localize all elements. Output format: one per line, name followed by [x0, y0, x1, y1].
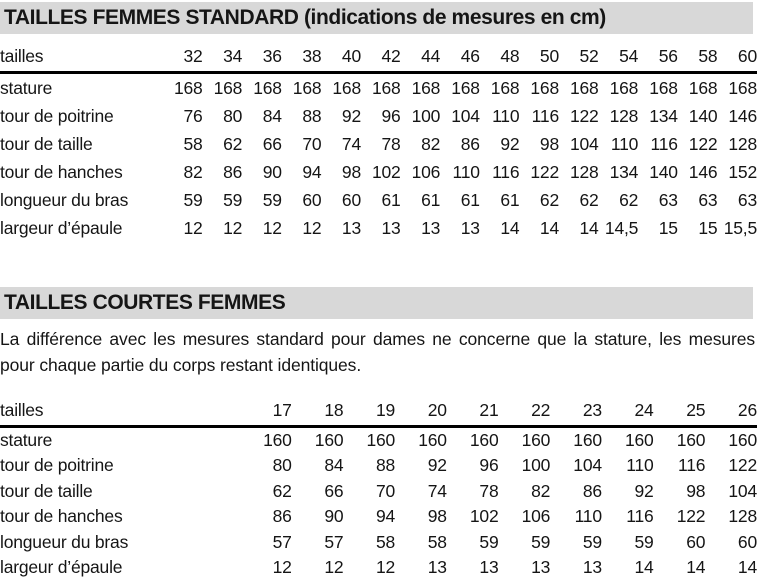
measure-cell: 14	[579, 218, 599, 238]
measure-cell: 146	[728, 106, 757, 126]
measure-cell: 36	[262, 46, 282, 66]
measure-cell: 92	[341, 106, 361, 126]
measure-cell: 92	[500, 134, 520, 154]
row-label: tailles	[0, 46, 44, 66]
measure-cell: 61	[381, 190, 401, 210]
measure-cell: 59	[223, 190, 243, 210]
measure-cell: 12	[376, 557, 396, 577]
row-label: largeur d’épaule	[0, 557, 123, 577]
measure-cell: 116	[531, 106, 559, 126]
measure-cell: 13	[381, 218, 401, 238]
measure-cell: 104	[573, 455, 602, 475]
measure-cell: 128	[728, 506, 757, 526]
measure-cell: 122	[676, 506, 706, 526]
row-label: stature	[0, 429, 53, 450]
row-label: longueur du bras	[0, 190, 129, 210]
measure-cell: 63	[698, 190, 718, 210]
measure-cell: 60	[737, 531, 757, 552]
measure-cell: 60	[686, 531, 706, 552]
measure-cell: 12	[262, 218, 282, 238]
measure-cell: 14	[737, 557, 757, 577]
measure-cell: 110	[452, 162, 480, 182]
short-section-title: TAILLES COURTES FEMMES	[4, 291, 286, 314]
measure-cell: 110	[492, 106, 520, 126]
measure-cell: 128	[609, 106, 639, 126]
measure-cell: 59	[634, 531, 654, 552]
row-label: tailles	[0, 399, 44, 420]
measure-cell: 62	[619, 190, 639, 210]
standard-section-header-bar	[0, 2, 753, 34]
measure-cell: 116	[626, 506, 654, 526]
short-sizes-description: La différence avec les mesures standard pour dames ne concerne que la stature, les mesures pour chaque partie du corps restant identiques.	[0, 329, 755, 375]
measure-cell: 168	[569, 78, 599, 98]
measure-cell: 14,5	[604, 218, 639, 238]
measure-cell: 168	[173, 78, 203, 98]
measure-cell: 128	[728, 134, 757, 154]
measure-cell: 22	[531, 399, 551, 420]
measure-cell: 110	[574, 506, 602, 526]
measure-row	[0, 130, 757, 158]
measure-cell: 58	[183, 134, 203, 154]
measure-cell: 17	[272, 399, 292, 420]
measure-cell: 56	[658, 46, 678, 66]
row-label: tour de taille	[0, 480, 93, 501]
measure-cell: 24	[634, 399, 654, 420]
measure-cell: 14	[500, 218, 520, 238]
measure-cell: 66	[262, 134, 282, 154]
measure-cell: 26	[737, 399, 757, 420]
measure-cell: 63	[658, 190, 678, 210]
measure-cell: 88	[376, 455, 396, 475]
measure-cell: 160	[573, 429, 602, 450]
measure-cell: 134	[609, 162, 639, 182]
measure-cell: 168	[688, 78, 718, 98]
measure-cell: 82	[183, 162, 203, 182]
measure-cell: 160	[728, 429, 757, 450]
row-label: tour de taille	[0, 134, 93, 154]
measure-cell: 168	[253, 78, 282, 98]
measure-row	[0, 214, 757, 242]
measure-cell: 168	[411, 78, 441, 98]
measure-cell: 86	[223, 162, 243, 182]
measure-cell: 146	[688, 162, 718, 182]
measure-cell: 168	[649, 78, 678, 98]
measure-cell: 59	[183, 190, 203, 210]
measure-cell: 70	[376, 480, 396, 501]
measure-cell: 106	[411, 162, 441, 182]
measure-cell: 104	[728, 480, 757, 501]
measure-cell: 92	[427, 455, 447, 475]
measure-cell: 84	[262, 106, 282, 126]
measure-cell: 61	[500, 190, 520, 210]
measure-cell: 86	[272, 506, 292, 526]
measure-cell: 80	[223, 106, 243, 126]
row-label: largeur d’épaule	[0, 218, 123, 238]
measure-cell: 13	[582, 557, 602, 577]
measure-cell: 140	[688, 106, 718, 126]
measure-cell: 160	[676, 429, 706, 450]
measure-cell: 160	[469, 429, 499, 450]
measure-cell: 160	[624, 429, 654, 450]
measure-cell: 14	[634, 557, 654, 577]
measure-cell: 98	[539, 134, 559, 154]
measure-cell: 59	[531, 531, 551, 552]
measure-row	[0, 428, 757, 454]
measure-cell: 100	[521, 455, 551, 475]
measure-cell: 160	[314, 429, 344, 450]
measure-cell: 23	[582, 399, 602, 420]
measure-cell: 84	[324, 455, 344, 475]
measure-cell: 86	[582, 480, 602, 501]
measure-cell: 14	[539, 218, 559, 238]
measure-row	[0, 102, 757, 130]
measure-cell: 104	[451, 106, 480, 126]
row-label: stature	[0, 78, 53, 98]
sizes-header-row	[0, 396, 757, 428]
measure-cell: 12	[183, 218, 203, 238]
standard-sizes-table	[0, 39, 757, 242]
measure-cell: 13	[421, 218, 441, 238]
short-sizes-table	[0, 396, 757, 581]
measure-cell: 110	[626, 455, 654, 475]
measure-cell: 12	[223, 218, 243, 238]
standard-section-title: TAILLES FEMMES STANDARD (indications de mesures en cm)	[4, 6, 606, 29]
measure-cell: 61	[421, 190, 441, 210]
row-label: tour de poitrine	[0, 106, 114, 126]
measure-cell: 59	[479, 531, 499, 552]
measure-cell: 59	[262, 190, 282, 210]
measure-cell: 60	[341, 190, 361, 210]
measure-cell: 12	[302, 218, 322, 238]
measure-row	[0, 530, 757, 556]
measure-row	[0, 479, 757, 505]
measure-cell: 66	[324, 480, 344, 501]
measure-cell: 62	[539, 190, 559, 210]
measure-cell: 32	[183, 46, 203, 66]
measure-cell: 60	[302, 190, 322, 210]
measure-cell: 96	[479, 455, 499, 475]
measure-cell: 15	[658, 218, 678, 238]
measure-cell: 59	[582, 531, 602, 552]
row-label: tour de hanches	[0, 506, 123, 526]
measure-cell: 74	[341, 134, 361, 154]
measure-cell: 42	[381, 46, 401, 66]
measure-cell: 52	[579, 46, 599, 66]
measure-cell: 40	[341, 46, 361, 66]
measure-cell: 168	[292, 78, 322, 98]
measure-cell: 122	[728, 455, 757, 475]
measure-cell: 92	[634, 480, 654, 501]
measure-row	[0, 555, 757, 581]
measure-cell: 128	[569, 162, 599, 182]
measure-cell: 82	[531, 480, 551, 501]
measure-cell: 106	[521, 506, 551, 526]
measure-cell: 110	[610, 134, 639, 154]
measure-cell: 62	[223, 134, 243, 154]
measure-cell: 94	[376, 506, 396, 526]
measure-cell: 168	[728, 78, 757, 98]
measure-cell: 20	[427, 399, 447, 420]
measure-cell: 102	[371, 162, 401, 182]
measure-cell: 168	[332, 78, 361, 98]
measure-cell: 74	[427, 480, 447, 501]
measure-row	[0, 158, 757, 186]
measure-row	[0, 186, 757, 214]
measure-cell: 14	[686, 557, 706, 577]
measure-cell: 61	[460, 190, 480, 210]
measure-cell: 78	[479, 480, 499, 501]
measure-cell: 50	[539, 46, 559, 66]
measure-cell: 122	[530, 162, 559, 182]
measure-cell: 54	[619, 46, 639, 66]
measure-row	[0, 74, 757, 102]
measure-cell: 21	[479, 399, 499, 420]
measure-cell: 19	[376, 399, 396, 420]
measure-row	[0, 453, 757, 479]
measure-cell: 12	[272, 557, 292, 577]
measure-cell: 116	[677, 455, 706, 475]
measure-cell: 140	[649, 162, 678, 182]
measure-cell: 62	[272, 480, 292, 501]
measure-cell: 13	[531, 557, 551, 577]
measure-cell: 96	[381, 106, 401, 126]
row-label: tour de hanches	[0, 162, 123, 182]
measure-cell: 168	[371, 78, 401, 98]
measure-cell: 86	[460, 134, 480, 154]
measure-cell: 58	[376, 531, 396, 552]
measure-cell: 160	[418, 429, 447, 450]
measure-cell: 168	[490, 78, 520, 98]
measure-cell: 57	[272, 531, 292, 552]
measure-cell: 88	[302, 106, 322, 126]
measure-cell: 100	[411, 106, 441, 126]
measure-cell: 82	[421, 134, 441, 154]
measure-cell: 58	[427, 531, 447, 552]
measure-cell: 70	[302, 134, 322, 154]
measure-cell: 38	[302, 46, 322, 66]
measure-cell: 122	[688, 134, 718, 154]
measure-cell: 46	[460, 46, 480, 66]
measure-cell: 160	[521, 429, 551, 450]
measure-cell: 15,5	[723, 218, 757, 238]
measure-cell: 168	[451, 78, 480, 98]
measure-cell: 122	[569, 106, 599, 126]
measure-cell: 98	[427, 506, 447, 526]
measure-cell: 80	[272, 455, 292, 475]
measure-cell: 116	[650, 134, 678, 154]
measure-cell: 62	[579, 190, 599, 210]
measure-cell: 13	[460, 218, 480, 238]
measure-cell: 44	[421, 46, 441, 66]
measure-cell: 160	[366, 429, 396, 450]
measure-cell: 34	[223, 46, 243, 66]
measure-row	[0, 504, 757, 530]
measure-cell: 60	[737, 46, 757, 66]
measure-cell: 98	[686, 480, 706, 501]
sizes-header-row	[0, 39, 757, 74]
measure-cell: 168	[609, 78, 639, 98]
measure-cell: 90	[262, 162, 282, 182]
measure-cell: 15	[698, 218, 718, 238]
short-section-header-bar	[0, 287, 753, 319]
measure-cell: 102	[469, 506, 499, 526]
measure-cell: 57	[324, 531, 344, 552]
measure-cell: 98	[341, 162, 361, 182]
measure-cell: 13	[479, 557, 499, 577]
measure-cell: 25	[686, 399, 706, 420]
measure-cell: 168	[530, 78, 559, 98]
measure-cell: 78	[381, 134, 401, 154]
measure-cell: 12	[324, 557, 344, 577]
measure-cell: 18	[324, 399, 344, 420]
row-label: tour de poitrine	[0, 455, 114, 475]
measure-cell: 13	[341, 218, 361, 238]
measure-cell: 48	[500, 46, 520, 66]
row-label: longueur du bras	[0, 531, 129, 552]
measure-cell: 168	[213, 78, 243, 98]
measure-cell: 94	[302, 162, 322, 182]
measure-cell: 116	[492, 162, 520, 182]
measure-cell: 152	[728, 162, 757, 182]
measure-cell: 160	[263, 429, 292, 450]
measure-cell: 76	[183, 106, 203, 126]
measure-cell: 104	[569, 134, 599, 154]
measure-cell: 58	[698, 46, 718, 66]
measure-cell: 63	[737, 190, 757, 210]
measure-cell: 90	[324, 506, 344, 526]
measure-cell: 134	[649, 106, 678, 126]
measure-cell: 13	[427, 557, 447, 577]
